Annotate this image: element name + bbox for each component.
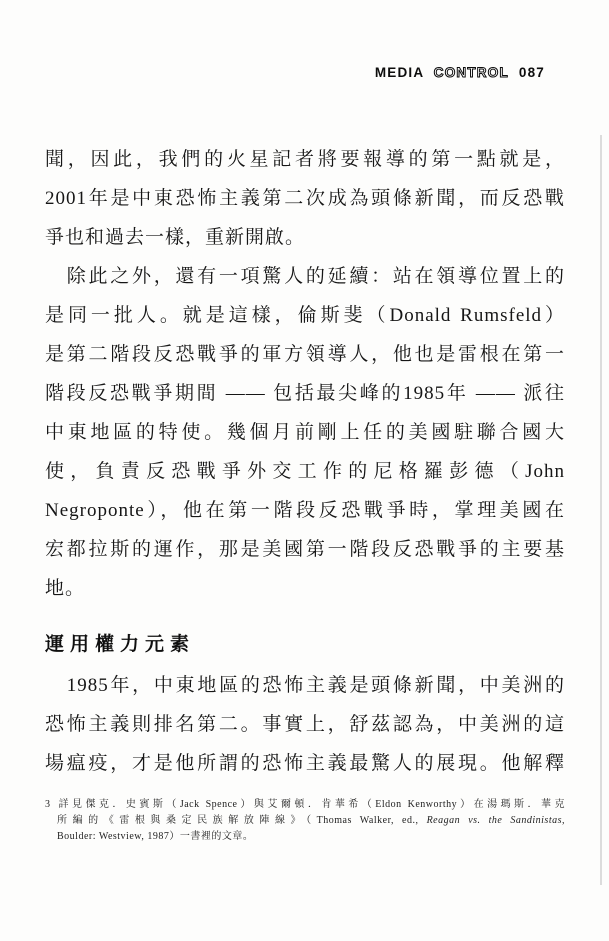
- text-line: 是同一批人。就是這樣，倫斯斐（Donald Rumsfeld）: [45, 305, 565, 326]
- text-line: 中東地區的特使。幾個月前剛上任的美國駐聯合國大: [45, 422, 565, 443]
- text-line: 恐怖主義則排名第二。事實上，舒茲認為，中美洲的這: [45, 714, 565, 735]
- footnote-text: 詳見傑克．史賓斯（Jack Spence）與艾爾頓．肯華希（Eldon Kenworthy）在湯瑪斯．華克: [55, 799, 565, 810]
- text-line: 1985年，中東地區的恐怖主義是頭條新聞，中美洲的: [45, 675, 565, 696]
- text-line: 使，負責反恐戰爭外交工作的尼格羅彭德（John: [45, 461, 565, 482]
- footnote-line: [45, 797, 565, 813]
- footnote-text: 所編的《雷根與桑定民族解放陣線》（Thomas Walker, ed.,: [57, 815, 427, 826]
- footnote-marker: 3: [45, 799, 51, 810]
- text-line: Negroponte），他在第一階段反恐戰爭時，掌理美國在: [45, 500, 565, 521]
- page-number: 087: [518, 65, 545, 80]
- text-line: 宏都拉斯的運作，那是美國第一階段反恐戰爭的主要基: [45, 539, 565, 560]
- text-line: 爭也和過去一樣，重新開啟。: [45, 227, 306, 248]
- running-head: [375, 65, 545, 80]
- footnote-book-title-italic: Reagan vs. the Sandinistas,: [426, 815, 565, 826]
- text-line: 場瘟疫，才是他所謂的恐怖主義最驚人的展現。他解釋: [45, 753, 565, 774]
- section-heading: 運用權力元素: [45, 634, 196, 655]
- text-line: 聞，因此，我們的火星記者將要報導的第一點就是，: [45, 149, 565, 170]
- footnote-line: [45, 829, 565, 845]
- text-line: 2001年是中東恐怖主義第二次成為頭條新聞，而反恐戰: [45, 188, 565, 209]
- text-line: 除此之外，還有一項驚人的延續：站在領導位置上的: [45, 266, 565, 287]
- running-head-title-solid: MEDIA: [374, 65, 424, 80]
- text-line: 是第二階段反恐戰爭的軍方領導人，他也是雷根在第一: [45, 344, 565, 365]
- text-line: 階段反恐戰爭期間 —— 包括最尖峰的1985年 —— 派往: [45, 383, 565, 404]
- text-line: 地。: [45, 578, 86, 599]
- main-text-block: [45, 140, 565, 845]
- footnote-line: [45, 813, 565, 829]
- footnote: [45, 797, 565, 845]
- page-edge-scan-line: [600, 135, 602, 885]
- footnote-text: Boulder: Westview, 1987）一書裡的文章。: [57, 831, 254, 842]
- paragraph: [45, 666, 565, 783]
- running-head-title-outline: CONTROL: [433, 65, 509, 80]
